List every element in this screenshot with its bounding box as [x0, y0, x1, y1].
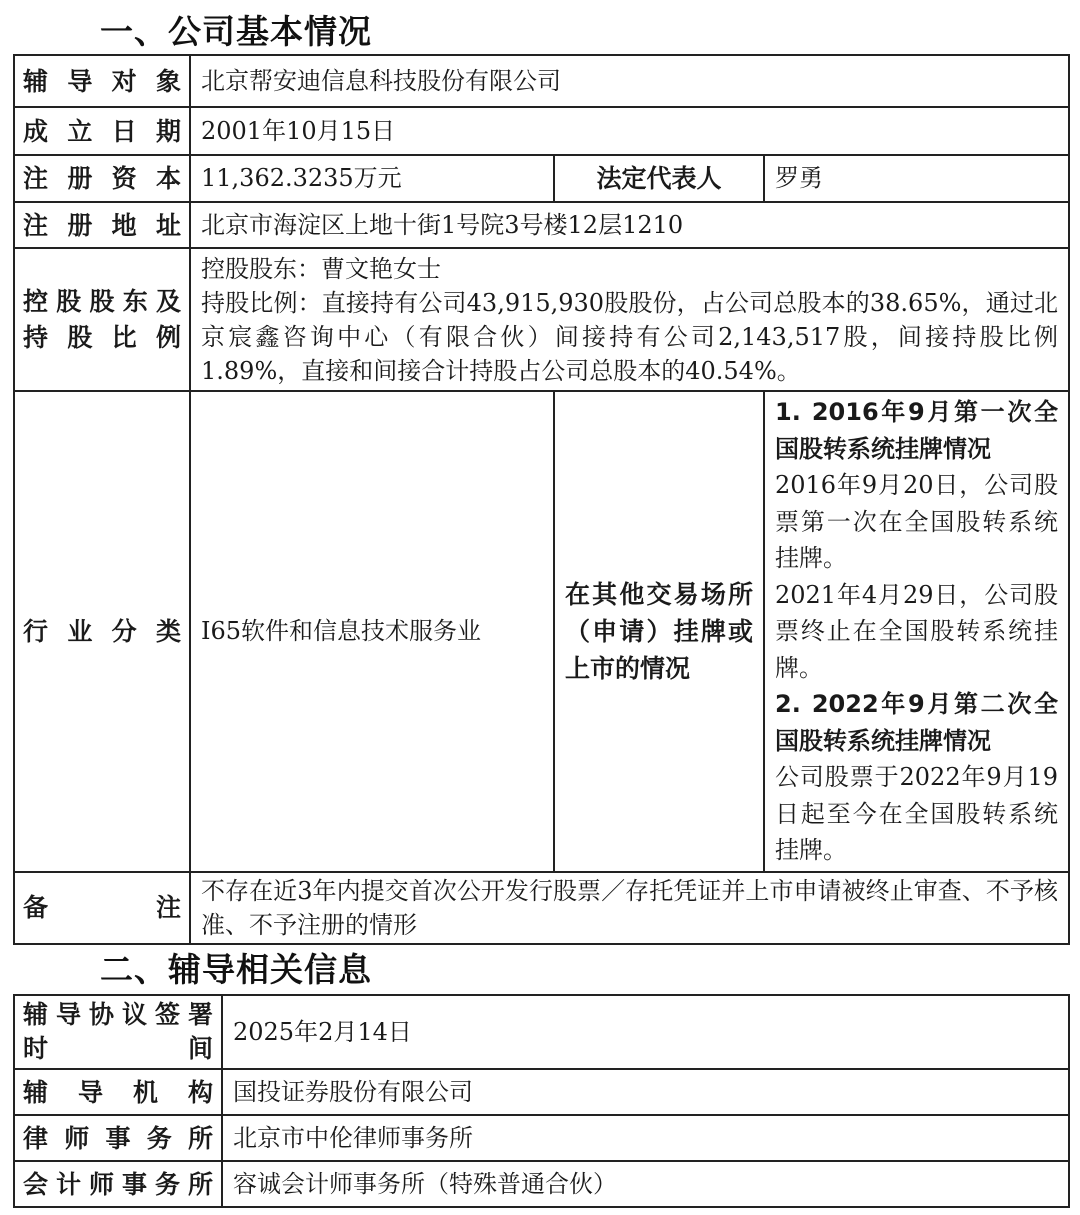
- row-capital: [14, 155, 1069, 202]
- law-firm-label: 律师事务所: [14, 1115, 222, 1161]
- sign-time-label: [14, 995, 222, 1069]
- sign-time-label-line2: [23, 1032, 213, 1066]
- listing-value: [764, 391, 1069, 872]
- address-value: 北京市海淀区上地十街1号院3号楼12层1210: [190, 202, 1069, 248]
- holder-name: 控股股东：曹文艳女士: [201, 254, 441, 283]
- listing-paragraph-1: 2016年9月20日，公司股票第一次在全国股转系统挂牌。: [775, 471, 1059, 572]
- founded-label: 成立日期: [14, 107, 190, 155]
- law-firm-value: 北京市中伦律师事务所: [222, 1115, 1069, 1161]
- address-label: 注册地址: [14, 202, 190, 248]
- remark-value: 不存在近3年内提交首次公开发行股票／存托凭证并上市申请被终止审查、不予核准、不予注册的情形: [190, 872, 1069, 944]
- sign-time-label-char2: 间: [187, 1034, 213, 1063]
- tutoring-info-table: [13, 994, 1070, 1208]
- row-remark: [14, 872, 1069, 944]
- row-founded: [14, 107, 1069, 155]
- listing-heading-2: 2. 2022年9月第二次全国股转系统挂牌情况: [775, 690, 1059, 755]
- row-agency: [14, 1069, 1069, 1115]
- agency-value: 国投证券股份有限公司: [222, 1069, 1069, 1115]
- row-target: [14, 55, 1069, 107]
- row-holder: [14, 248, 1069, 391]
- row-industry: [14, 391, 1069, 872]
- remark-label: 备注: [14, 872, 190, 944]
- agency-label: 辅导机构: [14, 1069, 222, 1115]
- listing-paragraph-2: 2021年4月29日，公司股票终止在全国股转系统挂牌。: [775, 580, 1059, 682]
- sign-time-label-char1: 时: [23, 1034, 49, 1063]
- legal-rep-value: 罗勇: [764, 155, 1069, 202]
- holder-label-line1: 控股股东及: [23, 286, 181, 316]
- listing-paragraph-3: 公司股票于2022年9月19日起至今在全国股转系统挂牌。: [775, 763, 1059, 864]
- row-sign-time: [14, 995, 1069, 1069]
- holder-label-line2: 持股比例: [23, 322, 181, 352]
- holder-label: [14, 248, 190, 391]
- capital-value: 11,362.3235万元: [190, 155, 554, 202]
- section-2-title: 二、辅导相关信息: [100, 950, 372, 989]
- section-1-title: 一、公司基本情况: [100, 12, 372, 51]
- accounting-firm-label: 会计师事务所: [14, 1161, 222, 1207]
- holder-ratio: 持股比例：直接持有公司43,915,930股股份，占公司总股本的38.65%，通过北京宸鑫咨询中心（有限合伙）间接持有公司2,143,517股，间接持股比例1.89%，直接和间接合计持股占公司总股本的40.54%。: [201, 288, 1059, 385]
- row-address: [14, 202, 1069, 248]
- industry-value: I65软件和信息技术服务业: [190, 391, 554, 872]
- row-accounting-firm: [14, 1161, 1069, 1207]
- target-label: 辅导对象: [14, 55, 190, 107]
- industry-label: 行业分类: [14, 391, 190, 872]
- company-info-table: [13, 54, 1070, 945]
- founded-value: 2001年10月15日: [190, 107, 1069, 155]
- row-law-firm: [14, 1115, 1069, 1161]
- capital-label: 注册资本: [14, 155, 190, 202]
- target-value: 北京帮安迪信息科技股份有限公司: [190, 55, 1069, 107]
- holder-value: [190, 248, 1069, 391]
- listing-heading-1: 1. 2016年9月第一次全国股转系统挂牌情况: [775, 398, 1059, 463]
- listing-label: 在其他交易场所（申请）挂牌或上市的情况: [554, 391, 764, 872]
- sign-time-label-line1: 辅导协议签署: [23, 1000, 213, 1029]
- accounting-firm-value: 容诚会计师事务所（特殊普通合伙）: [222, 1161, 1069, 1207]
- sign-time-value: 2025年2月14日: [222, 995, 1069, 1069]
- legal-rep-label: 法定代表人: [554, 155, 764, 202]
